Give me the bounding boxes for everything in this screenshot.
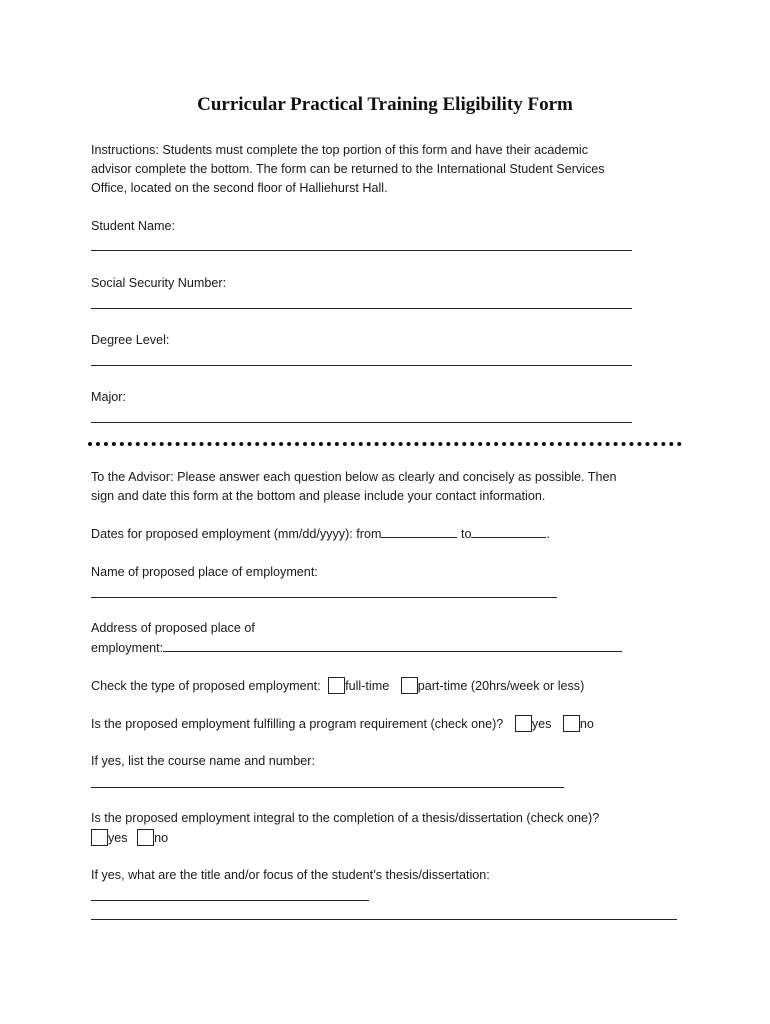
address-row	[91, 639, 622, 655]
thesis-no-label: no	[154, 831, 169, 845]
address-field[interactable]	[163, 639, 622, 652]
course-label: If yes, list the course name and number:	[91, 754, 316, 768]
address-label-line-1: Address of proposed place of	[91, 621, 255, 635]
degree-level-field[interactable]	[91, 365, 632, 366]
major-field[interactable]	[91, 422, 632, 423]
place-name-field[interactable]	[91, 597, 557, 598]
start-date-field[interactable]	[381, 525, 457, 538]
dates-row	[91, 525, 550, 541]
advisor-intro-line-2: sign and date this form at the bottom and please include your contact information.	[91, 489, 546, 503]
program-requirement-no-checkbox[interactable]	[563, 715, 580, 732]
program-requirement-yes-label: yes	[531, 717, 552, 731]
student-name-label: Student Name:	[91, 219, 176, 233]
thesis-yes-label: yes	[108, 831, 128, 845]
address-label-line-2: employment:	[91, 641, 164, 655]
dates-end: .	[546, 527, 550, 541]
instructions-line-1: Instructions: Students must complete the top portion of this form and have their academic	[91, 143, 589, 157]
thesis-title-label: If yes, what are the title and/or focus of the student’s thesis/dissertation:	[91, 868, 490, 882]
ssn-field[interactable]	[91, 308, 632, 309]
course-field[interactable]	[91, 787, 564, 788]
program-requirement-label: Is the proposed employment fulfilling a program requirement (check one)?	[91, 717, 504, 731]
program-requirement-row	[91, 715, 594, 732]
instructions-line-3: Office, located on the second floor of Halliehurst Hall.	[91, 181, 388, 195]
thesis-yes-checkbox[interactable]	[91, 829, 108, 846]
section-divider	[88, 442, 682, 446]
form-title: Curricular Practical Training Eligibility Form	[197, 94, 573, 115]
dates-label: Dates for proposed employment (mm/dd/yyyy): from	[91, 527, 382, 541]
place-name-label: Name of proposed place of employment:	[91, 565, 318, 579]
dates-to-label: to	[460, 527, 472, 541]
full-time-label: full-time	[345, 679, 390, 693]
ssn-label: Social Security Number:	[91, 276, 227, 290]
full-time-checkbox[interactable]	[328, 677, 345, 694]
program-requirement-no-label: no	[579, 717, 594, 731]
program-requirement-yes-checkbox[interactable]	[515, 715, 532, 732]
student-name-field[interactable]	[91, 250, 632, 251]
thesis-options-row	[91, 829, 168, 846]
thesis-title-field-1[interactable]	[91, 900, 369, 901]
thesis-no-checkbox[interactable]	[137, 829, 154, 846]
thesis-title-field-2[interactable]	[91, 919, 677, 920]
advisor-intro-line-1: To the Advisor: Please answer each question below as clearly and concisely as possible. Then	[91, 470, 617, 484]
degree-level-label: Degree Level:	[91, 333, 170, 347]
end-date-field[interactable]	[471, 525, 546, 538]
instructions-line-2: advisor complete the bottom. The form can be returned to the International Student Services	[91, 162, 605, 176]
part-time-checkbox[interactable]	[401, 677, 418, 694]
major-label: Major:	[91, 390, 126, 404]
part-time-label: part-time (20hrs/week or less)	[417, 679, 585, 693]
employment-type-row	[91, 677, 584, 694]
employment-type-label: Check the type of proposed employment:	[91, 679, 321, 693]
thesis-label: Is the proposed employment integral to the completion of a thesis/dissertation (check one)?	[91, 811, 600, 825]
